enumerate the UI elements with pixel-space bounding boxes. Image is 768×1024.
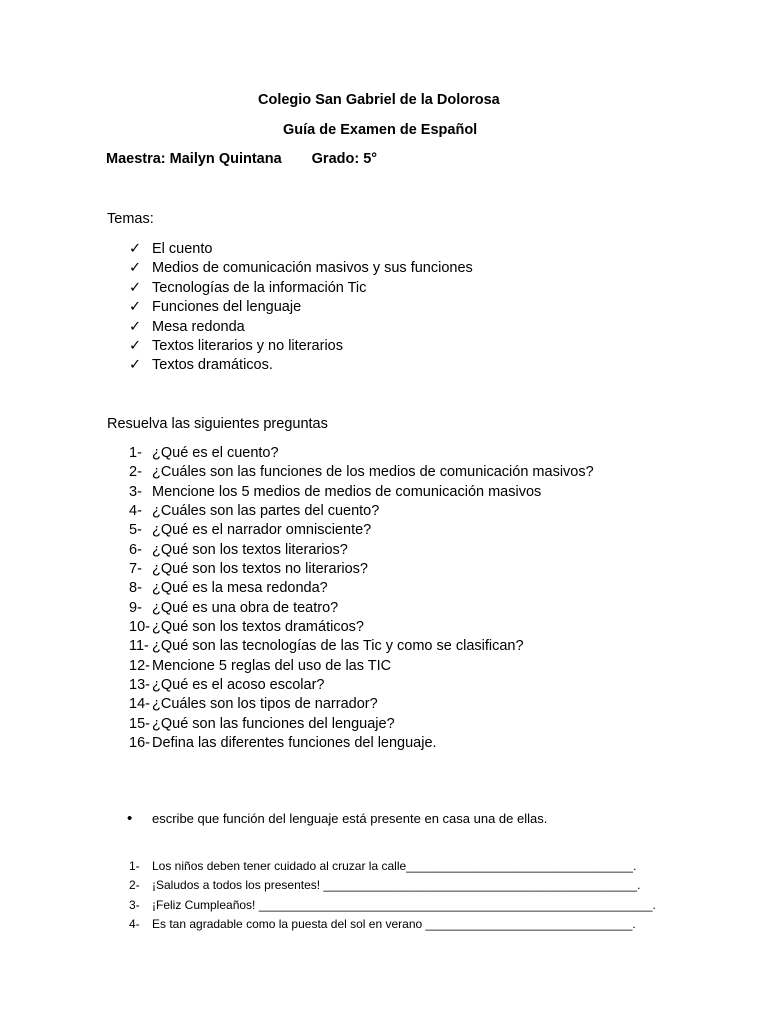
exercise-item [129,876,656,895]
exercise-instruction-row [127,810,547,827]
question-text: ¿Qué es una obra de teatro? [152,599,339,616]
checkmark-icon: ✓ [129,337,142,354]
exercise-instruction: escribe que función del lenguaje está presente en casa una de ellas. [152,811,548,826]
question-text: ¿Qué son las tecnologías de las Tic y como se clasifican? [152,638,524,655]
question-number: 12- [129,657,150,674]
question-number: 10- [129,619,150,636]
question-number: 4- [129,503,142,520]
exercise-text: Es tan agradable como la puesta del sol en verano _______________________________. [152,916,636,931]
question-number: 2- [129,464,142,481]
question-number: 9- [129,599,142,616]
question-number: 5- [129,522,142,539]
exercise-list [129,857,656,934]
question-item [129,541,594,560]
topic-text: Funciones del lenguaje [152,299,302,316]
exercise-number: 1- [129,859,140,873]
question-text: ¿Qué es el cuento? [152,445,279,461]
question-item [129,734,594,753]
question-number: 16- [129,735,150,752]
question-number: 13- [129,677,150,694]
checkmark-icon: ✓ [129,357,142,374]
question-text: Defina las diferentes funciones del lenguaje. [152,735,437,752]
teacher-grade-row [106,152,768,167]
question-item [129,715,594,734]
exercise-item [129,857,656,876]
exercise-number: 3- [129,897,140,912]
question-item [129,502,594,521]
question-text: ¿Cuáles son las partes del cuento? [152,503,380,520]
exercise-item [129,896,656,915]
topic-text: Tecnologías de la información Tic [152,279,367,296]
topic-item [129,318,473,337]
question-number: 7- [129,561,142,578]
question-item [129,560,594,579]
question-text: ¿Cuáles son los tipos de narrador? [152,696,378,713]
checkmark-icon: ✓ [129,299,142,316]
question-item [129,444,594,463]
teacher-name: Maestra: Mailyn Quintana [106,151,282,167]
grade-label: Grado: 5° [311,151,378,167]
topic-item [129,279,473,298]
topic-text: Textos dramáticos. [152,357,273,374]
question-text: ¿Cuáles son las funciones de los medios de comunicación masivos? [152,464,594,481]
question-item [129,483,594,502]
question-text: Mencione 5 reglas del uso de las TIC [152,657,392,674]
exercise-text: ¡Saludos a todos los presentes! _______________________________________________. [152,878,641,893]
topics-list [129,240,473,376]
question-number: 14- [129,696,150,713]
question-number: 1- [129,445,142,461]
exercise-text: Los niños deben tener cuidado al cruzar la calle__________________________________. [152,859,637,873]
question-item [129,676,594,695]
question-item [129,579,594,598]
question-number: 15- [129,715,150,732]
exercise-text: ¡Feliz Cumpleaños! ___________________________________________________________. [152,897,656,912]
checkmark-icon: ✓ [129,318,142,335]
topic-text: Medios de comunicación masivos y sus funciones [152,260,473,277]
question-text: ¿Qué son las funciones del lenguaje? [152,715,395,732]
question-item [129,695,594,714]
checkmark-icon: ✓ [129,260,142,277]
question-item [129,637,594,656]
question-text: ¿Qué son los textos dramáticos? [152,619,364,636]
questions-list [129,444,594,754]
exercise-number: 2- [129,878,140,893]
checkmark-icon: ✓ [129,241,142,257]
exercise-item [129,915,656,934]
question-item [129,618,594,637]
question-item [129,463,594,482]
exercise-number: 4- [129,916,140,931]
question-text: ¿Qué son los textos no literarios? [152,561,368,578]
question-number: 11- [129,638,149,655]
school-name: Colegio San Gabriel de la Dolorosa [258,92,500,108]
bullet-icon: • [127,810,133,827]
topic-item [129,259,473,278]
question-item [129,521,594,540]
topic-text: Mesa redonda [152,318,245,335]
question-text: ¿Qué es el acoso escolar? [152,677,325,694]
questions-heading: Resuelva las siguientes preguntas [107,416,328,432]
topic-text: Textos literarios y no literarios [152,337,343,354]
question-item [129,599,594,618]
topics-heading: Temas: [107,211,154,227]
topic-item [129,240,473,259]
question-text: ¿Qué es la mesa redonda? [152,580,328,597]
question-number: 3- [129,483,142,500]
checkmark-icon: ✓ [129,279,142,296]
question-number: 8- [129,580,142,597]
topic-text: El cuento [152,241,213,257]
topic-item [129,337,473,356]
question-text: ¿Qué son los textos literarios? [152,541,348,558]
topic-item [129,356,473,375]
question-item [129,657,594,676]
question-text: Mencione los 5 medios de medios de comunicación masivos [152,483,542,500]
guide-title: Guía de Examen de Español [283,122,478,138]
question-text: ¿Qué es el narrador omnisciente? [152,522,372,539]
topic-item [129,298,473,317]
question-number: 6- [129,541,142,558]
